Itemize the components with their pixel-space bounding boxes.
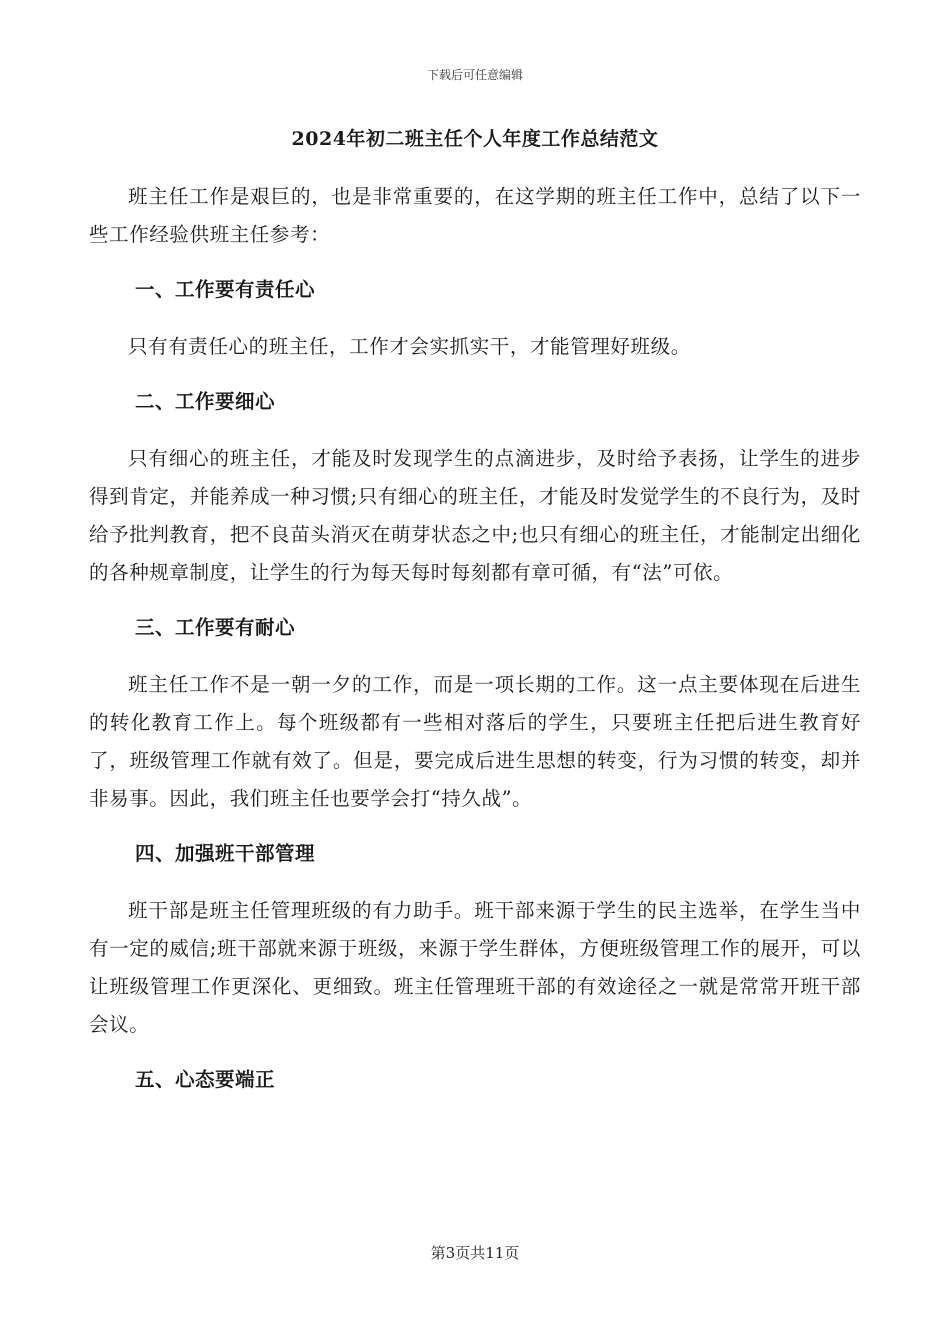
document-title: 2024年初二班主任个人年度工作总结范文 [291, 128, 659, 150]
document-body [89, 178, 861, 1099]
intro-paragraph: 班主任工作是艰巨的，也是非常重要的，在这学期的班主任工作中，总结了以下一些工作经验供班主任参考： [89, 185, 861, 246]
section-body-1: 只有有责任心的班主任，工作才会实抓实干，才能管理好班级。 [128, 335, 691, 358]
section-heading-1: 一、工作要有责任心 [135, 278, 316, 301]
section-body-4: 班干部是班主任管理班级的有力助手。班干部来源于学生的民主选举，在学生当中有一定的威信;班干部就来源于班级，来源于学生群体，方便班级管理工作的展开，可以让班级管理工作更深化、更细致。班主任管理班干部的有效途径之一就是常常开班干部会议。 [89, 899, 861, 1036]
section-heading-4: 四、加强班干部管理 [135, 842, 316, 865]
page-number-footer: 第3页共11页 [430, 1244, 520, 1262]
header-note: 下载后可任意编辑 [426, 68, 523, 82]
section-body-3: 班主任工作不是一朝一夕的工作，而是一项长期的工作。这一点主要体现在后进生的转化教育工作上。每个班级都有一些相对落后的学生，只要班主任把后进生教育好了，班级管理工作就有效了。但是，要完成后进生思想的转变，行为习惯的转变，却并非易事。因此，我们班主任也要学会打“持久战”。 [89, 673, 861, 810]
section-heading-2: 二、工作要细心 [135, 390, 276, 413]
section-heading-5: 五、心态要端正 [135, 1068, 276, 1091]
section-heading-3: 三、工作要有耐心 [135, 616, 296, 639]
section-body-2: 只有细心的班主任，才能及时发现学生的点滴进步，及时给予表扬，让学生的进步得到肯定，并能养成一种习惯;只有细心的班主任，才能及时发觉学生的不良行为，及时给予批判教育，把不良苗头消灭在萌芽状态之中;也只有细心的班主任，才能制定出细化的各种规章制度，让学生的行为每天每时每刻都有章可循，有“法”可依。 [89, 447, 861, 584]
